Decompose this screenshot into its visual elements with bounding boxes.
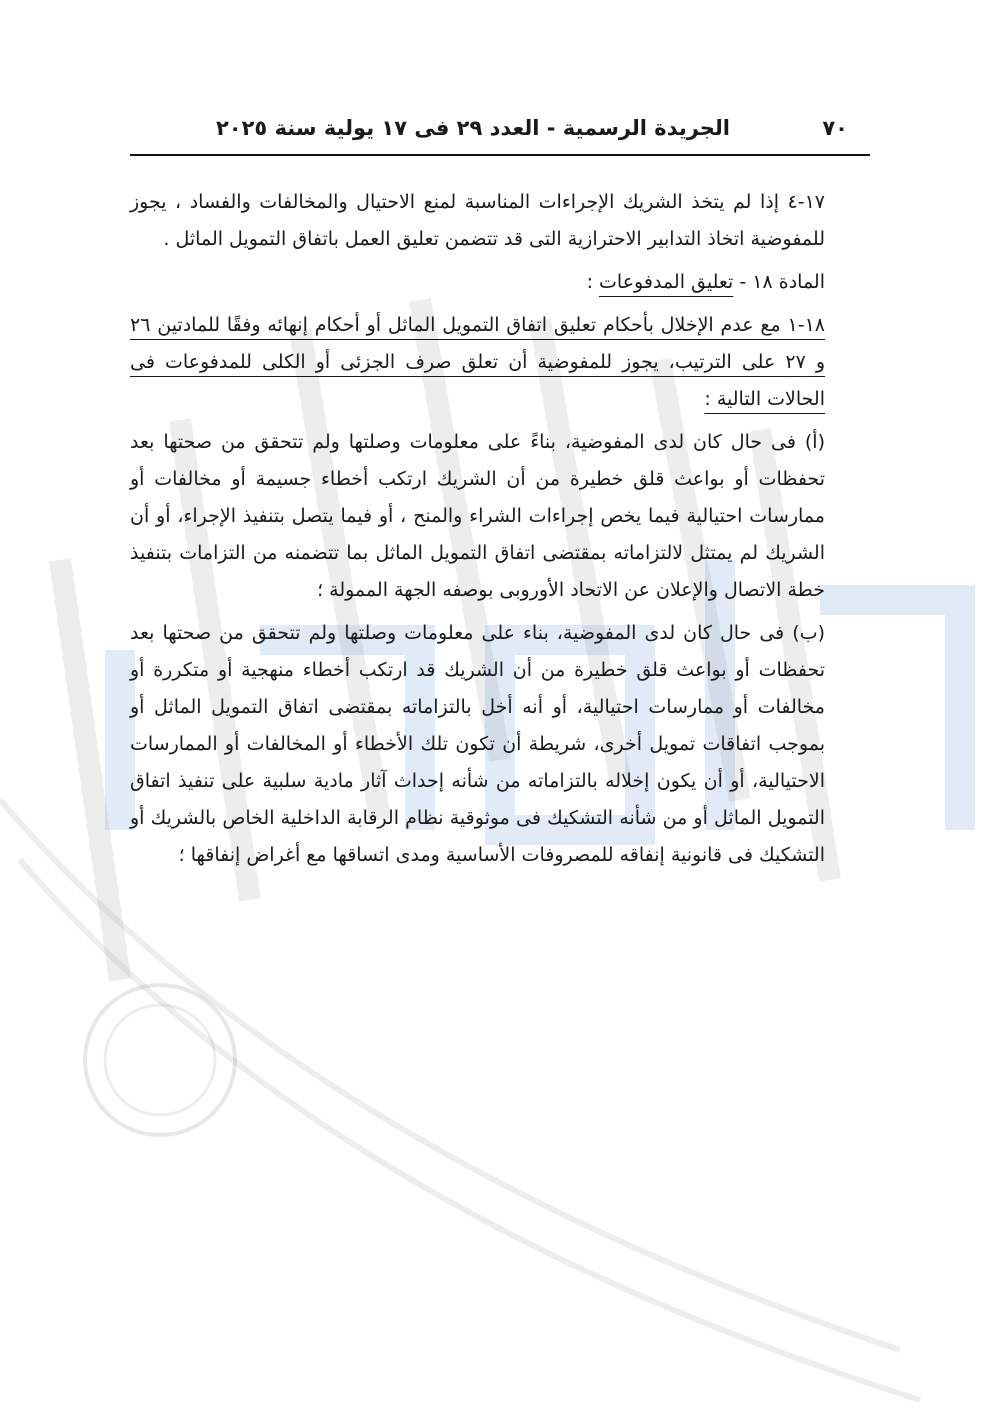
header-divider (130, 154, 870, 156)
paragraph-b: (ب) فى حال كان لدى المفوضية، بناء على معلومات وصلتها ولم تتحقق من صحتها بعد تحفظات أو بواعث قلق خطيرة من أن الشريك قد ارتكب أخطاء منهجية أو متكررة أو مخالفات أو ممارسات احتيالية، أو أنه أخل بالتزاماته بمقتضى اتفاق التمويل الماثل أو بموجب اتفاقات تمويل أخرى، شريطة أن تكون تلك الأخطاء أو المخالفات أو الممارسات الاحتيالية، أو أن يكون إخلاله بالتزاماته من شأنه إحداث آثار مادية سلبية على تنفيذ اتفاق التمويل الماثل أو من شأنه التشكيك فى موثوقية نظام الرقابة الداخلية الخاص بالشريك أو التشكيك فى قانونية إنفاقه للمصروفات الأساسية ومدى اتساقها مع أغراض إنفاقها ؛ (130, 622, 825, 866)
page-header (130, 112, 870, 152)
gazette-title: الجريدة الرسمية - العدد ٢٩ فى ١٧ يولية سنة ٢٠٢٥ (215, 116, 730, 140)
paragraph-18-1: ١٨-١ مع عدم الإخلال بأحكام تعليق اتفاق التمويل الماثل أو أحكام إنهائه وفقًا للمادتين ٢٦ و ٢٧ على الترتيب، يجوز للمفوضية أن تعلق صرف الجزئى أو الكلى للمدفوعات فى الحالات التالية : (130, 314, 826, 410)
article-18-prefix: المادة ١٨ - (733, 271, 825, 293)
article-18-title: تعليق المدفوعات (599, 271, 734, 293)
article-18-heading (130, 264, 870, 301)
paragraph-a: (أ) فى حال كان لدى المفوضية، بناءً على معلومات وصلتها ولم تتحقق من صحتها بعد تحفظات أو بواعث قلق خطيرة من أن الشريك ارتكب أخطاء جسيمة أو مخالفات أو ممارسات احتيالية فيما يخص إجراءات الشراء والمنح ، أو فيما يتصل بتنفيذ الإجراء، أو أن الشريك لم يمتثل لالتزاماته بمقتضى اتفاق التمويل الماثل بما تتضمنه من التزامات بتنفيذ خطة الاتصال والإعلان عن الاتحاد الأوروبى بوصفه الجهة الممولة ؛ (130, 431, 825, 601)
page-number: ٧٠ (822, 116, 848, 140)
paragraph-17-4: ١٧-٤ إذا لم يتخذ الشريك الإجراءات المناسبة لمنع الاحتيال والمخالفات والفساد ، يجوز للمفوضية اتخاذ التدابير الاحترازية التى قد تتضمن تعليق العمل باتفاق التمويل الماثل . (130, 191, 825, 250)
article-18-suffix: : (586, 271, 600, 293)
document-body (130, 184, 870, 880)
